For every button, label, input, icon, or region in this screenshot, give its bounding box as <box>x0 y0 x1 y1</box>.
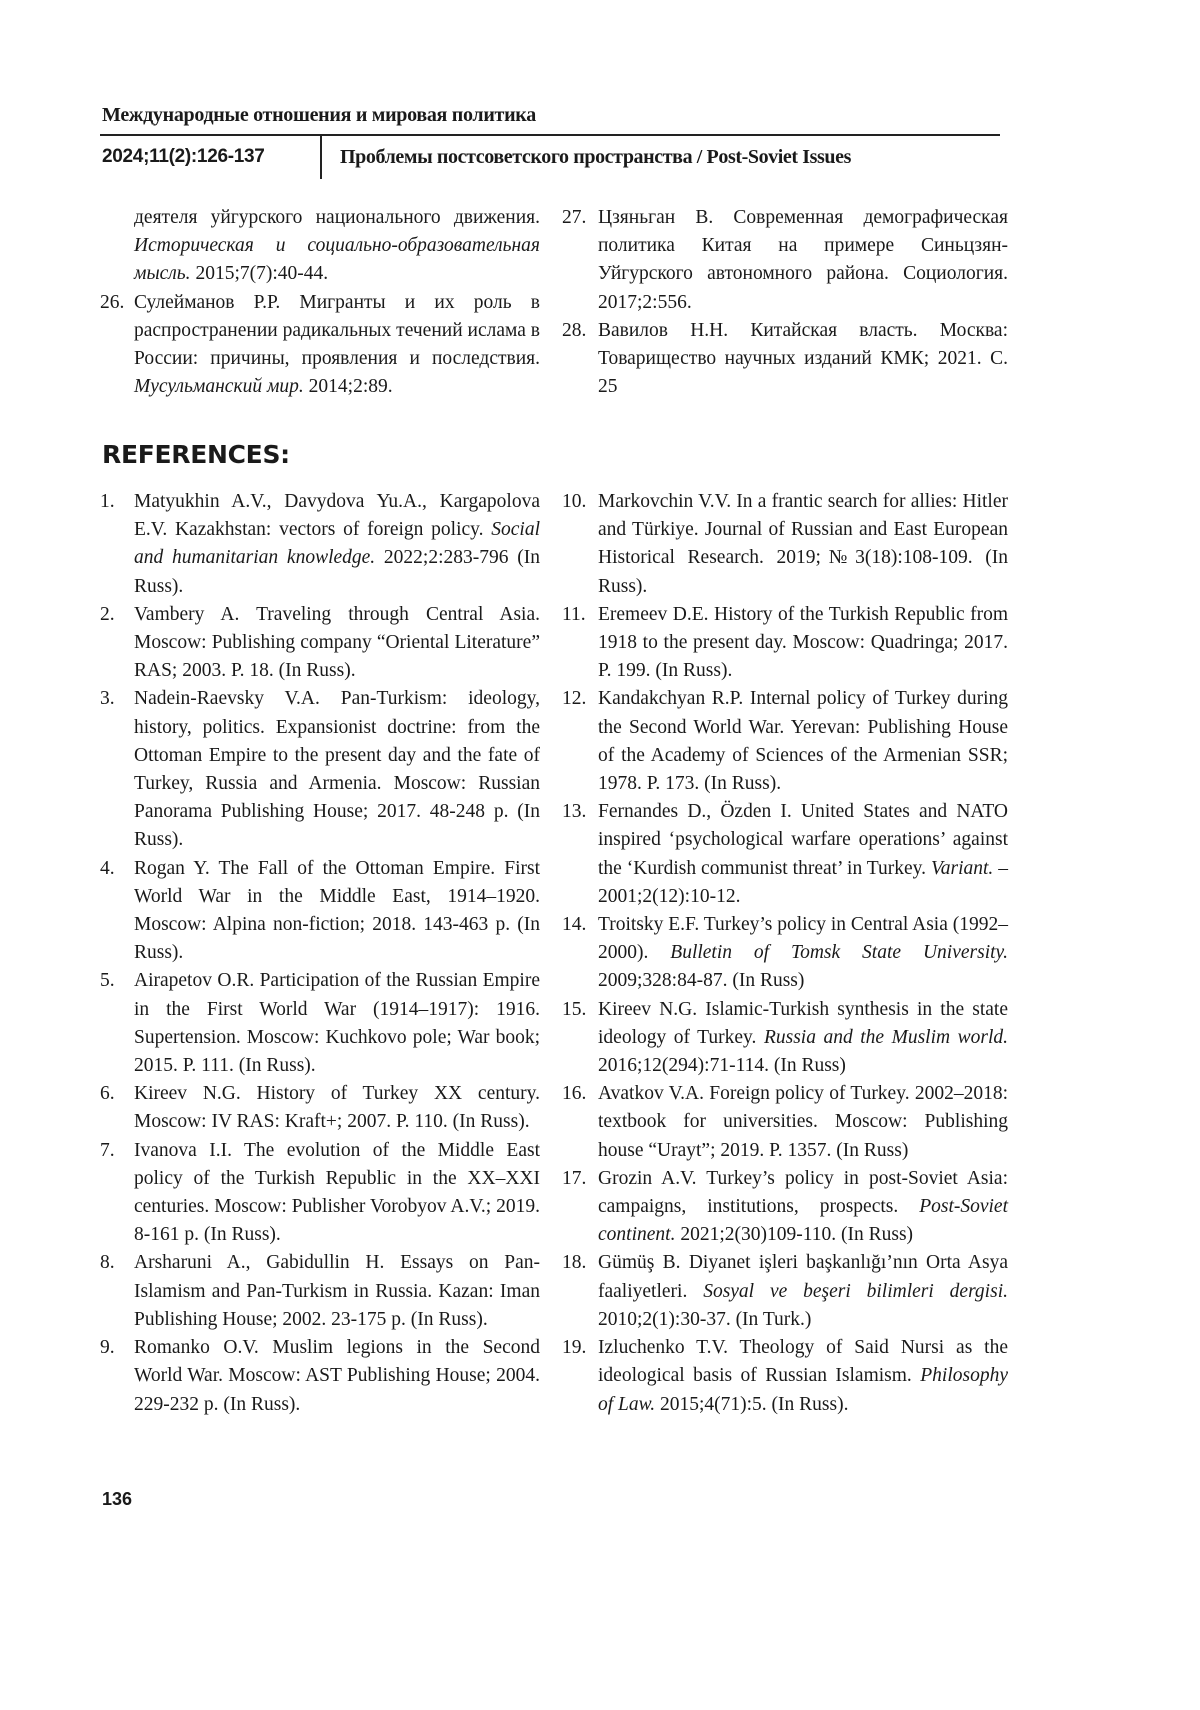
reference-number: 11. <box>562 601 598 686</box>
russian-refs-left <box>100 204 540 401</box>
reference-item <box>562 996 1008 1081</box>
reference-body: Airapetov O.R. Participation of the Russian Empire in the First World War (1914–1917): 1916. Supertension. Moscow: Kuchkovo pole; War book; 2015. P. 111. (In Russ). <box>134 970 540 1076</box>
reference-item <box>562 911 1008 996</box>
reference-body: Ivanova I.I. The evolution of the Middle East policy of the Turkish Republic in the XX–XXI centuries. Moscow: Publisher Vorobyov A.V.; 2019. 8-161 p. (In Russ). <box>134 1140 540 1246</box>
page-number: 136 <box>102 1489 132 1510</box>
reference-number: 10. <box>562 488 598 601</box>
reference-number: 7. <box>100 1137 134 1250</box>
reference-text <box>134 1334 540 1419</box>
reference-number: 8. <box>100 1249 134 1334</box>
reference-body: деятеля уйгурского национального движения. <box>134 207 540 228</box>
reference-item <box>562 798 1008 911</box>
reference-details: 2015;7(7):40-44. <box>191 263 329 284</box>
reference-text <box>134 1080 540 1136</box>
reference-text <box>134 855 540 968</box>
reference-item <box>100 1137 540 1250</box>
reference-text <box>598 1080 1008 1165</box>
reference-number: 27. <box>562 204 598 317</box>
reference-body: Fernandes D., Özden I. United States and NATO inspired ‘psychological warfare operations’ against the ‘Kurdish communist threat’ in Turkey. <box>598 801 1008 878</box>
reference-body: Kandakchyan R.P. Internal policy of Turkey during the Second World War. Yerevan: Publishing House of the Academy of Sciences of the Armenian SSR; 1978. P. 173. (In Russ). <box>598 688 1008 794</box>
reference-text <box>134 685 540 854</box>
references-right <box>562 488 1008 1419</box>
reference-number: 5. <box>100 967 134 1080</box>
reference-text <box>598 798 1008 911</box>
header-rule <box>100 134 1000 136</box>
issue-info: 2024;11(2):126-137 <box>102 146 265 168</box>
reference-item <box>562 1249 1008 1334</box>
reference-text <box>598 996 1008 1081</box>
reference-body: Rogan Y. The Fall of the Ottoman Empire. First World War in the Middle East, 1914–1920. Moscow: Alpina non-fiction; 2018. 143-463 p. (In Russ). <box>134 858 540 964</box>
reference-number: 2. <box>100 601 134 686</box>
reference-item <box>562 1334 1008 1419</box>
reference-details: 2010;2(1):30-37. (In Turk.) <box>598 1309 811 1330</box>
reference-body: Nadein-Raevsky V.A. Pan-Turkism: ideology, history, politics. Expansionist doctrine: from the Ottoman Empire to the present day and the fate of Turkey, Russia and Armenia. Moscow: Russian Panorama Publishing House; 2017. 48-248 p. (In Russ). <box>134 688 540 850</box>
references-left <box>100 488 540 1419</box>
russian-refs-right <box>562 204 1008 401</box>
reference-body: Arsharuni A., Gabidullin H. Essays on Pan-Islamism and Pan-Turkism in Russia. Kazan: Iman Publishing House; 2002. 23-175 p. (In Russ). <box>134 1252 540 1329</box>
reference-item <box>100 685 540 854</box>
reference-text <box>598 1334 1008 1419</box>
reference-item <box>100 1249 540 1334</box>
reference-details: – 2001;2(12):10-12. <box>598 858 1008 907</box>
reference-item <box>100 601 540 686</box>
reference-number: 4. <box>100 855 134 968</box>
reference-number: 12. <box>562 685 598 798</box>
reference-details: 2015;4(71):5. (In Russ). <box>655 1394 848 1415</box>
reference-text <box>134 289 540 402</box>
reference-text <box>598 685 1008 798</box>
reference-number: 17. <box>562 1165 598 1250</box>
reference-text <box>598 601 1008 686</box>
reference-number <box>100 204 134 289</box>
reference-item <box>100 855 540 968</box>
reference-item <box>562 317 1008 402</box>
reference-item <box>562 601 1008 686</box>
reference-text <box>598 1165 1008 1250</box>
reference-item <box>100 204 540 289</box>
reference-text <box>598 317 1008 402</box>
reference-body: Troitsky E.F. Turkey’s policy in Central Asia (1992–2000). <box>598 914 1008 963</box>
reference-source: Мусульманский мир. <box>134 376 304 397</box>
reference-source: Post-Soviet continent. <box>598 1196 1008 1245</box>
reference-body: Сулейманов Р.Р. Мигранты и их роль в распространении радикальных течений ислама в России: причины, проявления и последствия. <box>134 292 540 369</box>
reference-number: 3. <box>100 685 134 854</box>
reference-source: Sosyal ve beşeri bilimleri dergisi. <box>703 1281 1008 1302</box>
reference-source: Bulletin of Tomsk State University. <box>670 942 1008 963</box>
reference-number: 16. <box>562 1080 598 1165</box>
reference-text <box>134 488 540 601</box>
reference-number: 13. <box>562 798 598 911</box>
reference-number: 26. <box>100 289 134 402</box>
reference-body: Eremeev D.E. History of the Turkish Republic from 1918 to the present day. Moscow: Quadringa; 2017. P. 199. (In Russ). <box>598 604 1008 681</box>
reference-source: Историческая и социально-образовательная мысль. <box>134 235 540 284</box>
reference-body: Grozin A.V. Turkey’s policy in post-Soviet Asia: campaigns, institutions, prospects. <box>598 1168 1008 1217</box>
reference-item <box>562 488 1008 601</box>
reference-source: Variant. <box>931 858 993 879</box>
reference-item <box>562 685 1008 798</box>
reference-body: Цзяньган В. Современная демографическая политика Китая на примере Синьцзян-Уйгурского автономного района. Социология. 2017;2:556. <box>598 207 1008 313</box>
reference-body: Вавилов Н.Н. Китайская власть. Москва: Товарищество научных изданий КМК; 2021. С. 25 <box>598 320 1008 397</box>
reference-text <box>134 1137 540 1250</box>
reference-details: 2022;2:283-796 (In Russ). <box>134 547 540 596</box>
reference-text <box>134 601 540 686</box>
journal-series: Проблемы постсоветского пространства / Post-Soviet Issues <box>340 146 851 169</box>
journal-section-title: Международные отношения и мировая политика <box>102 104 536 127</box>
reference-number: 1. <box>100 488 134 601</box>
reference-item <box>100 289 540 402</box>
reference-item <box>100 488 540 601</box>
reference-body: Markovchin V.V. In a frantic search for allies: Hitler and Türkiye. Journal of Russian and East European Historical Research. 2019;№3(18):108-109. (In Russ). <box>598 491 1008 597</box>
reference-number: 6. <box>100 1080 134 1136</box>
reference-number: 28. <box>562 317 598 402</box>
reference-number: 14. <box>562 911 598 996</box>
reference-details: 2009;328:84-87. (In Russ) <box>598 970 804 991</box>
reference-text <box>598 1249 1008 1334</box>
reference-text <box>134 967 540 1080</box>
reference-body: Izluchenko T.V. Theology of Said Nursi as the ideological basis of Russian Islamism. <box>598 1337 1008 1386</box>
reference-text <box>598 488 1008 601</box>
reference-source: Russia and the Muslim world. <box>764 1027 1008 1048</box>
reference-body: Matyukhin A.V., Davydova Yu.A., Kargapolova E.V. Kazakhstan: vectors of foreign policy. <box>134 491 540 540</box>
reference-body: Gümüş B. Diyanet işleri başkanlığı’nın Orta Asya faaliyetleri. <box>598 1252 1008 1301</box>
reference-source: Philosophy of Law. <box>598 1365 1008 1414</box>
reference-body: Avatkov V.A. Foreign policy of Turkey. 2002–2018: textbook for universities. Moscow: Publishing house “Urayt”; 2019. P. 1357. (In Russ) <box>598 1083 1008 1160</box>
reference-item <box>100 967 540 1080</box>
header-divider <box>320 135 322 179</box>
reference-number: 15. <box>562 996 598 1081</box>
reference-text <box>134 204 540 289</box>
reference-body: Vambery A. Traveling through Central Asia. Moscow: Publishing company “Oriental Literature” RAS; 2003. P. 18. (In Russ). <box>134 604 540 681</box>
reference-body: Romanko O.V. Muslim legions in the Second World War. Moscow: AST Publishing House; 2004. 229-232 p. (In Russ). <box>134 1337 540 1414</box>
reference-item <box>562 204 1008 317</box>
references-heading: REFERENCES: <box>102 440 290 469</box>
reference-body: Kireev N.G. History of Turkey XX century. Moscow: IV RAS: Kraft+; 2007. P. 110. (In Russ). <box>134 1083 540 1132</box>
reference-number: 18. <box>562 1249 598 1334</box>
reference-number: 19. <box>562 1334 598 1419</box>
reference-details: 2016;12(294):71-114. (In Russ) <box>598 1055 846 1076</box>
reference-details: 2021;2(30)109-110. (In Russ) <box>675 1224 913 1245</box>
reference-item <box>100 1080 540 1136</box>
reference-body: Kireev N.G. Islamic-Turkish synthesis in the state ideology of Turkey. <box>598 999 1008 1048</box>
reference-text <box>598 204 1008 317</box>
reference-text <box>598 911 1008 996</box>
reference-item <box>100 1334 540 1419</box>
reference-details: 2014;2:89. <box>304 376 393 397</box>
reference-number: 9. <box>100 1334 134 1419</box>
reference-text <box>134 1249 540 1334</box>
reference-source: Social and humanitarian knowledge. <box>134 519 540 568</box>
reference-item <box>562 1165 1008 1250</box>
reference-item <box>562 1080 1008 1165</box>
